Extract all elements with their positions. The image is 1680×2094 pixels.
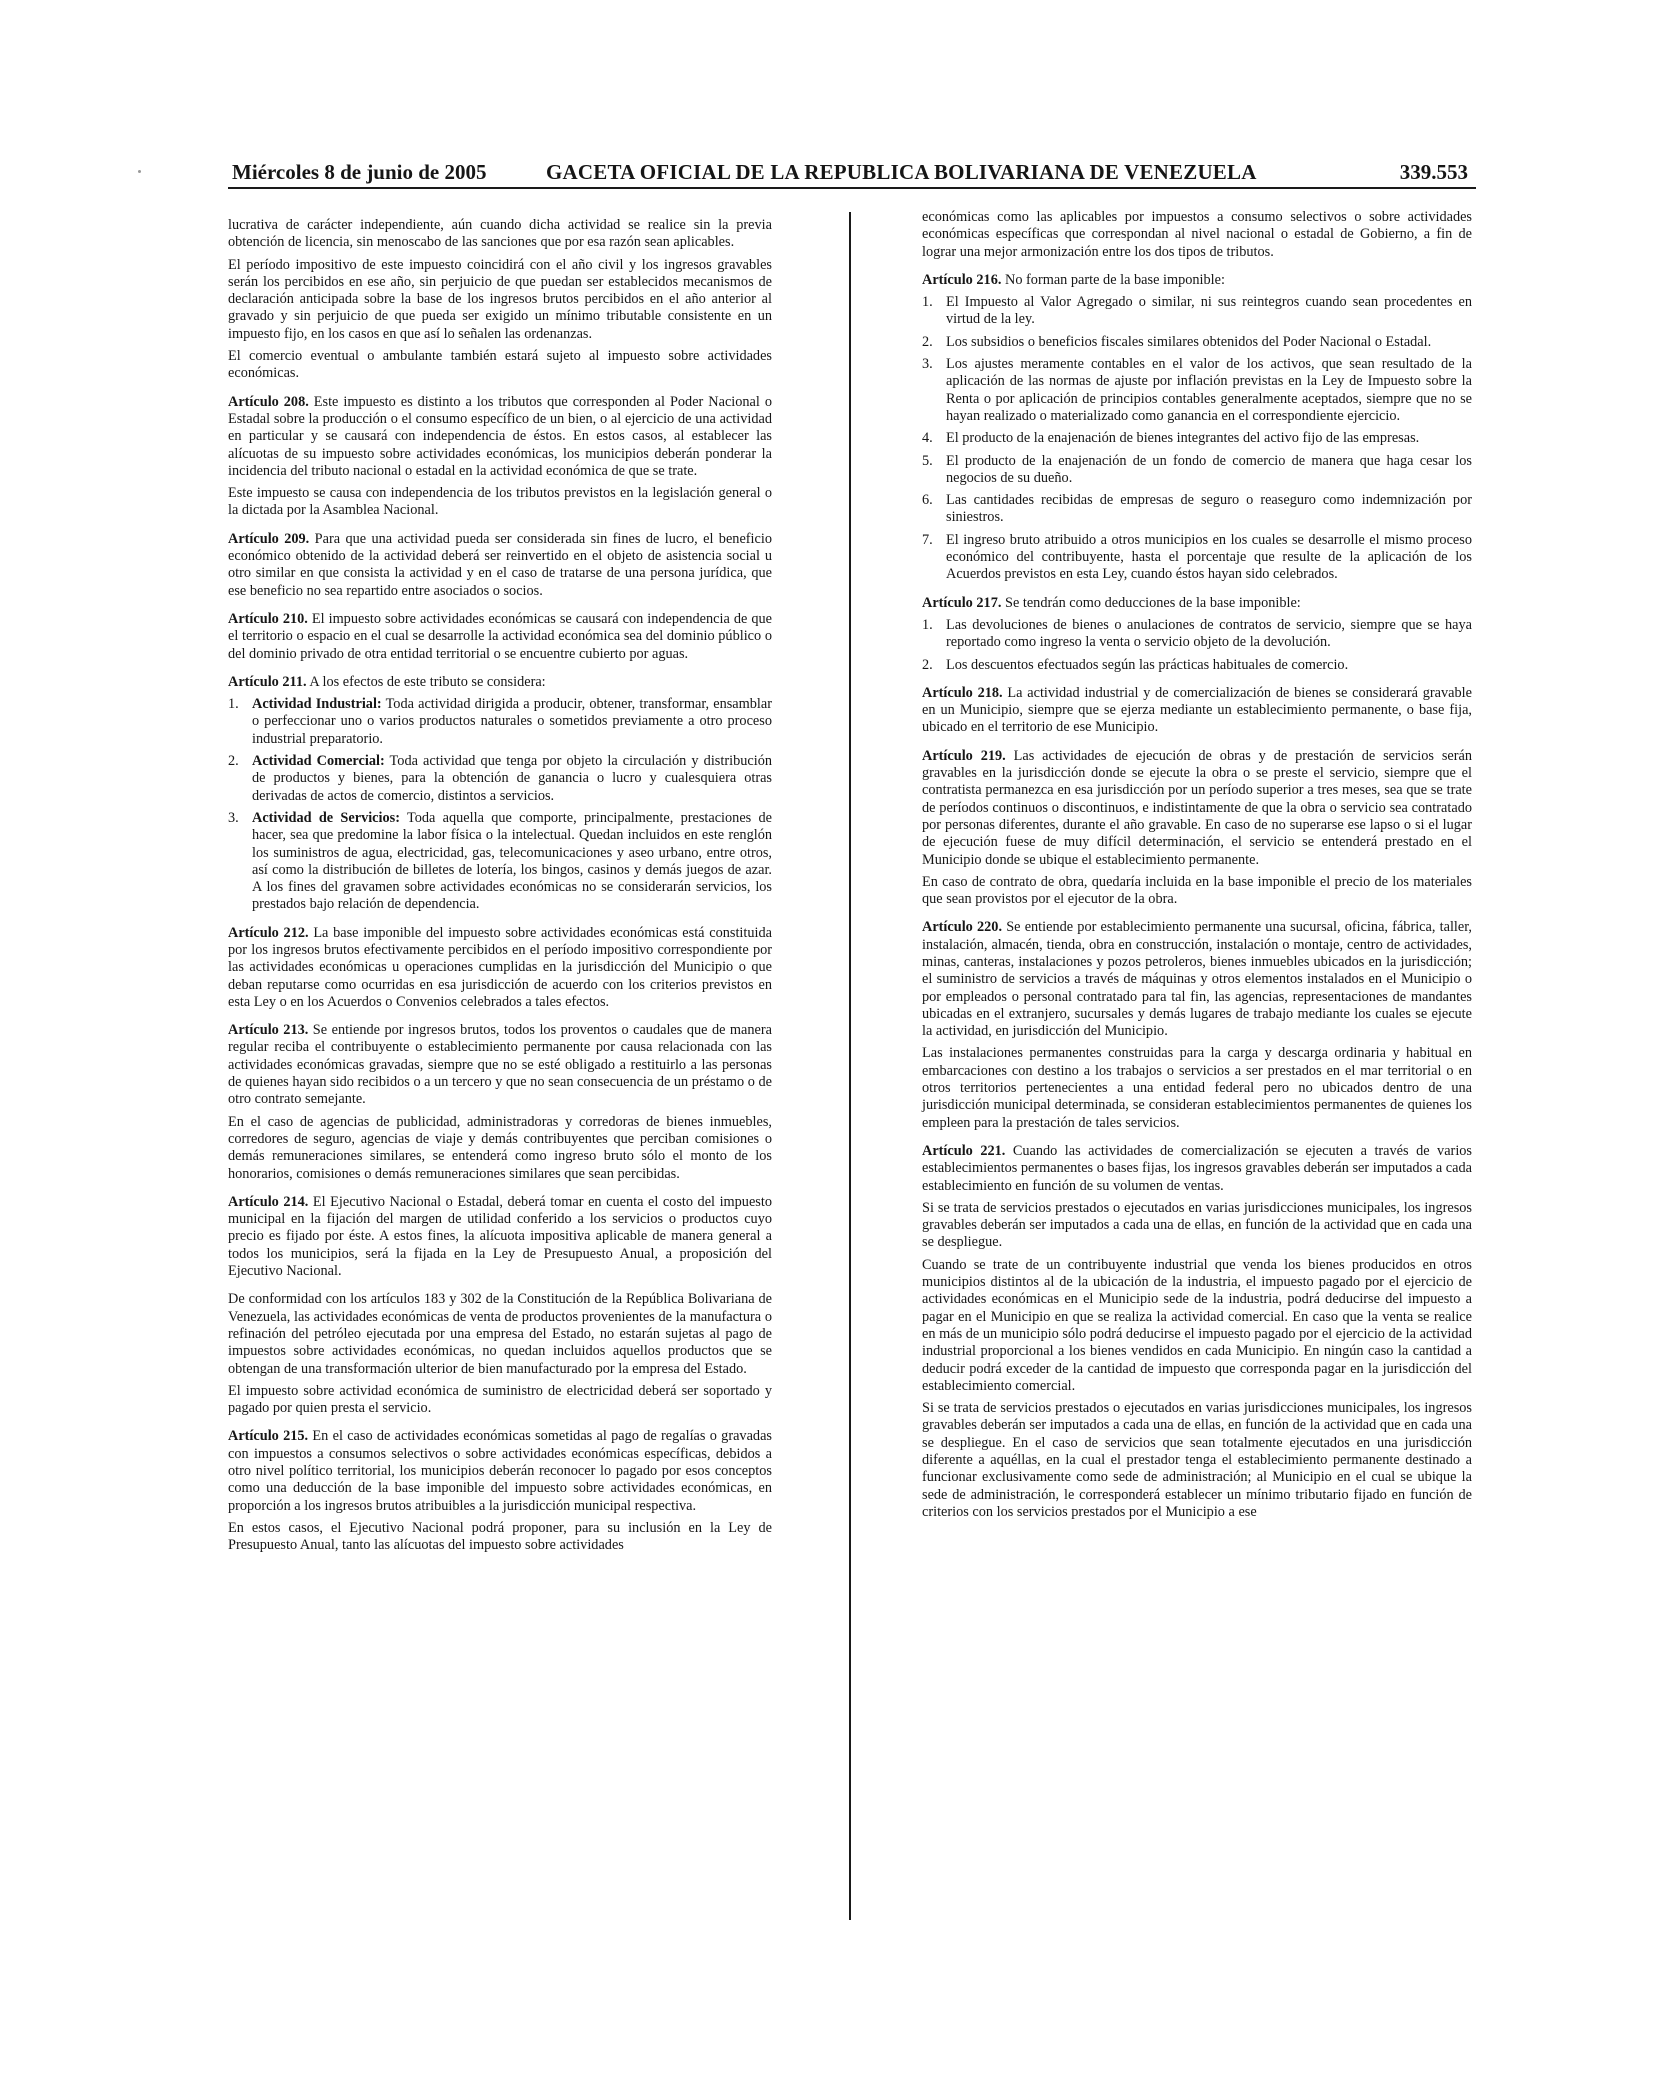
article-label: Artículo 213.	[228, 1022, 309, 1039]
article-label: Artículo 211.	[228, 673, 307, 690]
article-text: Para que una actividad pueda ser considerada sin fines de lucro, el beneficio económico obtenido de la actividad deberá ser reinvertido en el objeto de asistencia social u otro similar en que consista la actividad y en el caso de tratarse de una persona jurídica, que ese beneficio no sea repartido entre asociados o socios.	[228, 530, 772, 599]
item-text: El producto de la enajenación de un fondo de comercio de manera que haga cesar los negocios de su dueño.	[946, 452, 1472, 486]
paragraph: En caso de contrato de obra, quedaría incluida en la base imponible el precio de los materiales que sean provistos por el ejecutor de la obra.	[922, 873, 1472, 908]
article-text: Cuando las actividades de comercialización se ejecuten a través de varios establecimientos permanentes o bases fijas, los ingresos gravables deberán ser imputados a cada establecimiento en función de su volumen de ventas.	[922, 1142, 1473, 1194]
item-text: El producto de la enajenación de bienes integrantes del activo fijo de las empresas.	[946, 430, 1420, 447]
scan-speck	[138, 170, 141, 173]
item-number: 1.	[922, 616, 933, 633]
item-number: 4.	[922, 430, 933, 447]
item-number: 3.	[922, 356, 933, 373]
paragraph: En estos casos, el Ejecutivo Nacional podrá proponer, para su inclusión en la Ley de Presupuesto Anual, tanto las alícuotas del impuesto sobre actividades	[228, 1519, 772, 1554]
article-215	[228, 1428, 772, 1514]
item-number: 1.	[922, 294, 933, 311]
list-item	[922, 334, 1472, 351]
list-item	[228, 753, 772, 805]
article-217	[922, 595, 1472, 612]
item-text: Toda aquella que comporte, principalmente, prestaciones de hacer, sea que predomine la labor física o la intelectual. Quedan incluidos en este renglón los suministros de agua, electricidad, gas, telecomunicaciones y aseo urbano, entre otros, así como la distribución de billetes de lotería, los bingos, casinos y demás juegos de azar. A los fines del gravamen sobre actividades económicas no se considerarán servicios, los prestados bajo relación de dependencia.	[252, 809, 772, 913]
article-218	[922, 685, 1472, 737]
paragraph: Si se trata de servicios prestados o ejecutados en varias jurisdicciones municipales, los ingresos gravables deberán ser imputados a cada una de ellas, en función de la actividad que en cada una se despliegue. En el caso de servicios que sean totalmente ejecutados en una jurisdicción diferente a aquéllas, en la cual el prestador tenga el establecimiento permanente destinado a funcionar exclusivamente como sede de administración; al Municipio en el cual se ubique la sede de administración, le corresponderá establecer un mínimo tributario fijado en función de criterios con los servicios prestados por el Municipio a ese	[922, 1400, 1472, 1520]
list-item	[922, 294, 1472, 329]
article-label: Artículo 217.	[922, 594, 1002, 611]
article-220	[922, 919, 1472, 1040]
paragraph: Las instalaciones permanentes construidas para la carga y descarga ordinaria y habitual en embarcaciones con destino a los trabajos o servicios a ser prestados en el mar territorial o en otros territorios pertenecientes a una entidad federal pero no ubicados dentro de una jurisdicción municipal determinada, se consideran establecimientos permanentes de quienes los empleen para la prestación de tales servicios.	[922, 1045, 1472, 1131]
item-text: Los ajustes meramente contables en el valor de los activos, que sean resultado de la aplicación de las normas de ajuste por inflación previstas en la Ley de Impuesto sobre la Renta o por aplicación de principios contables generalmente aceptados, siempre que no se hayan realizado o materializado como ganancia en el correspondiente ejercicio.	[946, 356, 1472, 424]
list-item	[922, 430, 1472, 447]
article-213	[228, 1022, 772, 1108]
article-label: Artículo 218.	[922, 684, 1003, 701]
article-text: La base imponible del impuesto sobre actividades económicas está constituida por los ingresos brutos efectivamente percibidos en el período impositivo correspondiente por las actividades económicas u operaciones cumplidas en la jurisdicción del Municipio o que deban reputarse como ocurridas en esa jurisdicción de acuerdo con los criterios previstos en esta Ley o en los Acuerdos o Convenios celebrados a tales efectos.	[228, 924, 772, 1010]
article-label: Artículo 219.	[922, 747, 1006, 764]
item-number: 2.	[922, 333, 933, 350]
list-item	[922, 453, 1472, 488]
article-text: La actividad industrial y de comercialización de bienes se considerará gravable en un Municipio, siempre que se ejerza mediante un establecimiento permanente, o base fija, ubicado en el territorio de ese Municipio.	[922, 684, 1472, 736]
page-header	[228, 158, 1476, 188]
list-item	[922, 532, 1472, 584]
article-text: Se entiende por ingresos brutos, todos los proventos o caudales que de manera regular reciba el contribuyente o establecimiento permanente por causa relacionada con las actividades económicas gravadas, siempre que no se esté obligado a restituirlo a las personas de quienes hayan sido recibidos o a un tercero y que no sean consecuencia de un préstamo o de otro contrato semejante.	[228, 1022, 772, 1108]
article-text: El impuesto sobre actividades económicas se causará con independencia de que el territorio o espacio en el cual se desarrolle la actividad económica sea del dominio público o del dominio privado de otra entidad territorial o se encuentre cubierto por aguas.	[228, 610, 772, 662]
article-label: Artículo 208.	[228, 393, 309, 410]
article-211-list	[228, 696, 772, 914]
paragraph: Si se trata de servicios prestados o ejecutados en varias jurisdicciones municipales, los ingresos gravables deberán ser imputados a cada una de ellas, en función de la actividad que en cada una se despliegue.	[922, 1199, 1472, 1251]
item-term: Actividad Comercial:	[252, 753, 385, 770]
article-text: No forman parte de la base imponible:	[1001, 271, 1225, 288]
item-number: 1.	[228, 696, 239, 713]
list-item	[228, 810, 772, 914]
paragraph: lucrativa de carácter independiente, aún cuando dicha actividad se realice sin la previa obtención de licencia, sin menoscabo de las sanciones que por esa razón sean aplicables.	[228, 217, 772, 251]
item-text: Toda actividad dirigida a producir, obtener, transformar, ensamblar o perfeccionar uno o varios productos naturales o sometidos previamente a otro proceso industrial preparatorio.	[252, 696, 772, 747]
paragraph: Cuando se trate de un contribuyente industrial que venda los bienes producidos en otros municipios distintos al de la ubicación de la industria, el impuesto pagado por el ejercicio de actividades económicas en el Municipio sede de la industria, podrá deducirse del impuesto a pagar en el Municipio en que se realiza la actividad comercial. En caso que la venta se realice en más de un municipio sólo podrá deducirse el impuesto pagado por el ejercicio de la actividad industrial proporcional a los bienes vendidos en cada Municipio. En ningún caso la cantidad a deducir podrá exceder de la cantidad de impuesto que corresponda pagar en la jurisdicción del establecimiento comercial.	[922, 1256, 1472, 1394]
article-label: Artículo 215.	[228, 1428, 309, 1445]
item-number: 3.	[228, 809, 239, 826]
item-number: 2.	[922, 656, 933, 673]
page-number: 339.553	[1399, 160, 1468, 184]
article-label: Artículo 220.	[922, 919, 1003, 936]
item-term: Actividad de Servicios:	[252, 809, 400, 826]
article-label: Artículo 210.	[228, 610, 308, 627]
list-item	[228, 696, 772, 748]
article-221	[922, 1143, 1472, 1195]
article-label: Artículo 209.	[228, 530, 310, 547]
paragraph: económicas como las aplicables por impuestos a consumo selectivos o sobre actividades económicas específicas que correspondan al nivel nacional o estadal de Gobierno, a fin de lograr una mejor armonización entre los dos tipos de tributos.	[922, 209, 1472, 260]
item-text: El Impuesto al Valor Agregado o similar, ni sus reintegros cuando sean procedentes en virtud de la ley.	[946, 294, 1472, 328]
article-text: A los efectos de este tributo se considera:	[306, 673, 546, 690]
article-text: Las actividades de ejecución de obras y de prestación de servicios serán gravables en la jurisdicción donde se ejecute la obra o se preste el servicio, siempre que el contratista permanezca en esa jurisdicción por un período superior a tres meses, sea que se trate de períodos continuos o discontinuos, e indistintamente de que la obra o servicio sea contratado por personas diferentes, durante el año gravable. En caso de no superarse ese lapso o si el lugar de ejecución fuese de muy difícil determinación, el servicio se entenderá prestado en el Municipio donde se ubique el establecimiento permanente.	[922, 747, 1472, 868]
article-212	[228, 925, 772, 1011]
item-number: 6.	[922, 492, 933, 509]
header-title: GACETA OFICIAL DE LA REPUBLICA BOLIVARIANA DE VENEZUELA	[546, 160, 1257, 184]
article-text: El Ejecutivo Nacional o Estadal, deberá tomar en cuenta el costo del impuesto municipal en la fijación del margen de utilidad conferido a los servicios o productos cuyo precio es fijado por éste. A estos fines, la alícuota impositiva aplicable de manera general a todos los municipios, será la fijada en la Ley de Presupuesto Anual, a proposición del Ejecutivo Nacional.	[228, 1193, 772, 1280]
item-text: Las cantidades recibidas de empresas de seguro o reaseguro como indemnización por siniestros.	[946, 492, 1472, 526]
item-text: Los descuentos efectuados según las prácticas habituales de comercio.	[946, 656, 1349, 673]
paragraph: El comercio eventual o ambulante también estará sujeto al impuesto sobre actividades económicas.	[228, 348, 772, 382]
paragraph: De conformidad con los artículos 183 y 302 de la Constitución de la República Bolivariana de Venezuela, las actividades económicas de venta de productos provenientes de la manufactura o refinación del petróleo ejecutada por una empresa del Estado, no estarán sujetas al pago de impuestos sobre actividades económicas, no quedan incluidos aquellos productos que se obtengan de una transformación ulterior de bien manufacturado por la empresa del Estado.	[228, 1291, 772, 1377]
article-217-list	[922, 617, 1472, 674]
item-number: 5.	[922, 452, 933, 469]
paragraph: El impuesto sobre actividad económica de suministro de electricidad deberá ser soportado y pagado por quien presta el servicio.	[228, 1382, 772, 1417]
item-text: El ingreso bruto atribuido a otros municipios en los cuales se desarrolle el mismo proceso económico del contribuyente, hasta el porcentaje que resulte de la aplicación de los Acuerdos previstos en esta Ley, cuando éstos hayan sido celebrados.	[946, 531, 1472, 583]
article-label: Artículo 212.	[228, 924, 309, 941]
article-211	[228, 674, 772, 691]
right-column	[922, 209, 1472, 1526]
article-text: Se tendrán como deducciones de la base imponible:	[1001, 594, 1301, 611]
list-item	[922, 657, 1472, 674]
article-label: Artículo 214.	[228, 1193, 309, 1210]
item-text: Las devoluciones de bienes o anulaciones de contratos de servicio, siempre que se haya reportado como ingreso la venta o servicio objeto de la devolución.	[946, 616, 1472, 651]
article-216-list	[922, 294, 1472, 583]
column-divider	[849, 212, 851, 1920]
article-208	[228, 394, 772, 480]
paragraph: El período impositivo de este impuesto coincidirá con el año civil y los ingresos gravables serán los percibidos en ese año, sin perjuicio de que puedan ser establecidos mecanismos de declaración anticipada sobre la base de los ingresos brutos percibidos en el año anterior al gravado y sin perjuicio de que pueda ser exigido un mínimo tributable consistente en un impuesto fijo, en los casos en que así lo señalen las ordenanzas.	[228, 256, 772, 342]
article-text: En el caso de actividades económicas sometidas al pago de regalías o gravadas con impuestos a consumos selectivos o sobre actividades económicas específicas, debidos a otro nivel político territorial, los municipios deberán reconocer lo pagado por esos conceptos como una deducción de la base imponible del impuesto sobre actividades económicas, en proporción a los ingresos brutos atribuibles a la jurisdicción municipal respectiva.	[228, 1428, 772, 1514]
article-label: Artículo 216.	[922, 271, 1002, 288]
article-216	[922, 272, 1472, 289]
paragraph: Este impuesto se causa con independencia de los tributos previstos en la legislación general o la dictada por la Asamblea Nacional.	[228, 485, 772, 519]
article-209	[228, 531, 772, 600]
list-item	[922, 356, 1472, 425]
header-rule	[228, 187, 1476, 189]
article-219	[922, 748, 1472, 869]
item-number: 7.	[922, 531, 933, 548]
item-text: Los subsidios o beneficios fiscales similares obtenidos del Poder Nacional o Estadal.	[946, 333, 1432, 350]
article-210	[228, 611, 772, 663]
item-text: Toda actividad que tenga por objeto la circulación y distribución de productos y bienes, para la obtención de ganancia o lucro y cualesquiera otras derivadas de actos de comercio, distintos a servicios.	[252, 753, 772, 804]
article-label: Artículo 221.	[922, 1142, 1006, 1159]
left-column	[228, 217, 772, 1559]
article-text: Este impuesto es distinto a los tributos que corresponden al Poder Nacional o Estadal sobre la producción o el consumo específico de un bien, o al ejercicio de una actividad en particular y se causará con independencia de éstos. En estos casos, al establecer las alícuotas de su impuesto sobre actividades económicas, los municipios deberán ponderar la incidencia del tributo nacional o estadal en la actividad económica de que se trate.	[228, 393, 772, 479]
header-date: Miércoles 8 de junio de 2005	[232, 160, 487, 184]
item-term: Actividad Industrial:	[252, 696, 382, 713]
list-item	[922, 617, 1472, 652]
article-text: Se entiende por establecimiento permanente una sucursal, oficina, fábrica, taller, instalación, almacén, tienda, obra en construcción, instalación o montaje, centro de actividades, minas, canteras, instalaciones y pozos petroleros, bienes inmuebles ubicados en la jurisdicción; el suministro de servicios a través de máquinas y otros elementos instalados en el Municipio o por empleados o personal contratado para tal fin, las agencias, representaciones de mandantes ubicadas en el extranjero, sucursales y demás lugares de trabajo mediante los cuales se ejecute la actividad, en jurisdicción del Municipio.	[922, 919, 1472, 1040]
list-item	[922, 492, 1472, 527]
paragraph: En el caso de agencias de publicidad, administradoras y corredoras de bienes inmuebles, corredores de seguro, agencias de viaje y demás contribuyentes que perciban comisiones o demás remuneraciones similares, se entenderá como ingreso bruto sólo el monto de los honorarios, comisiones o demás remuneraciones similares que sean percibidas.	[228, 1113, 772, 1182]
article-214	[228, 1194, 772, 1280]
item-number: 2.	[228, 753, 239, 770]
